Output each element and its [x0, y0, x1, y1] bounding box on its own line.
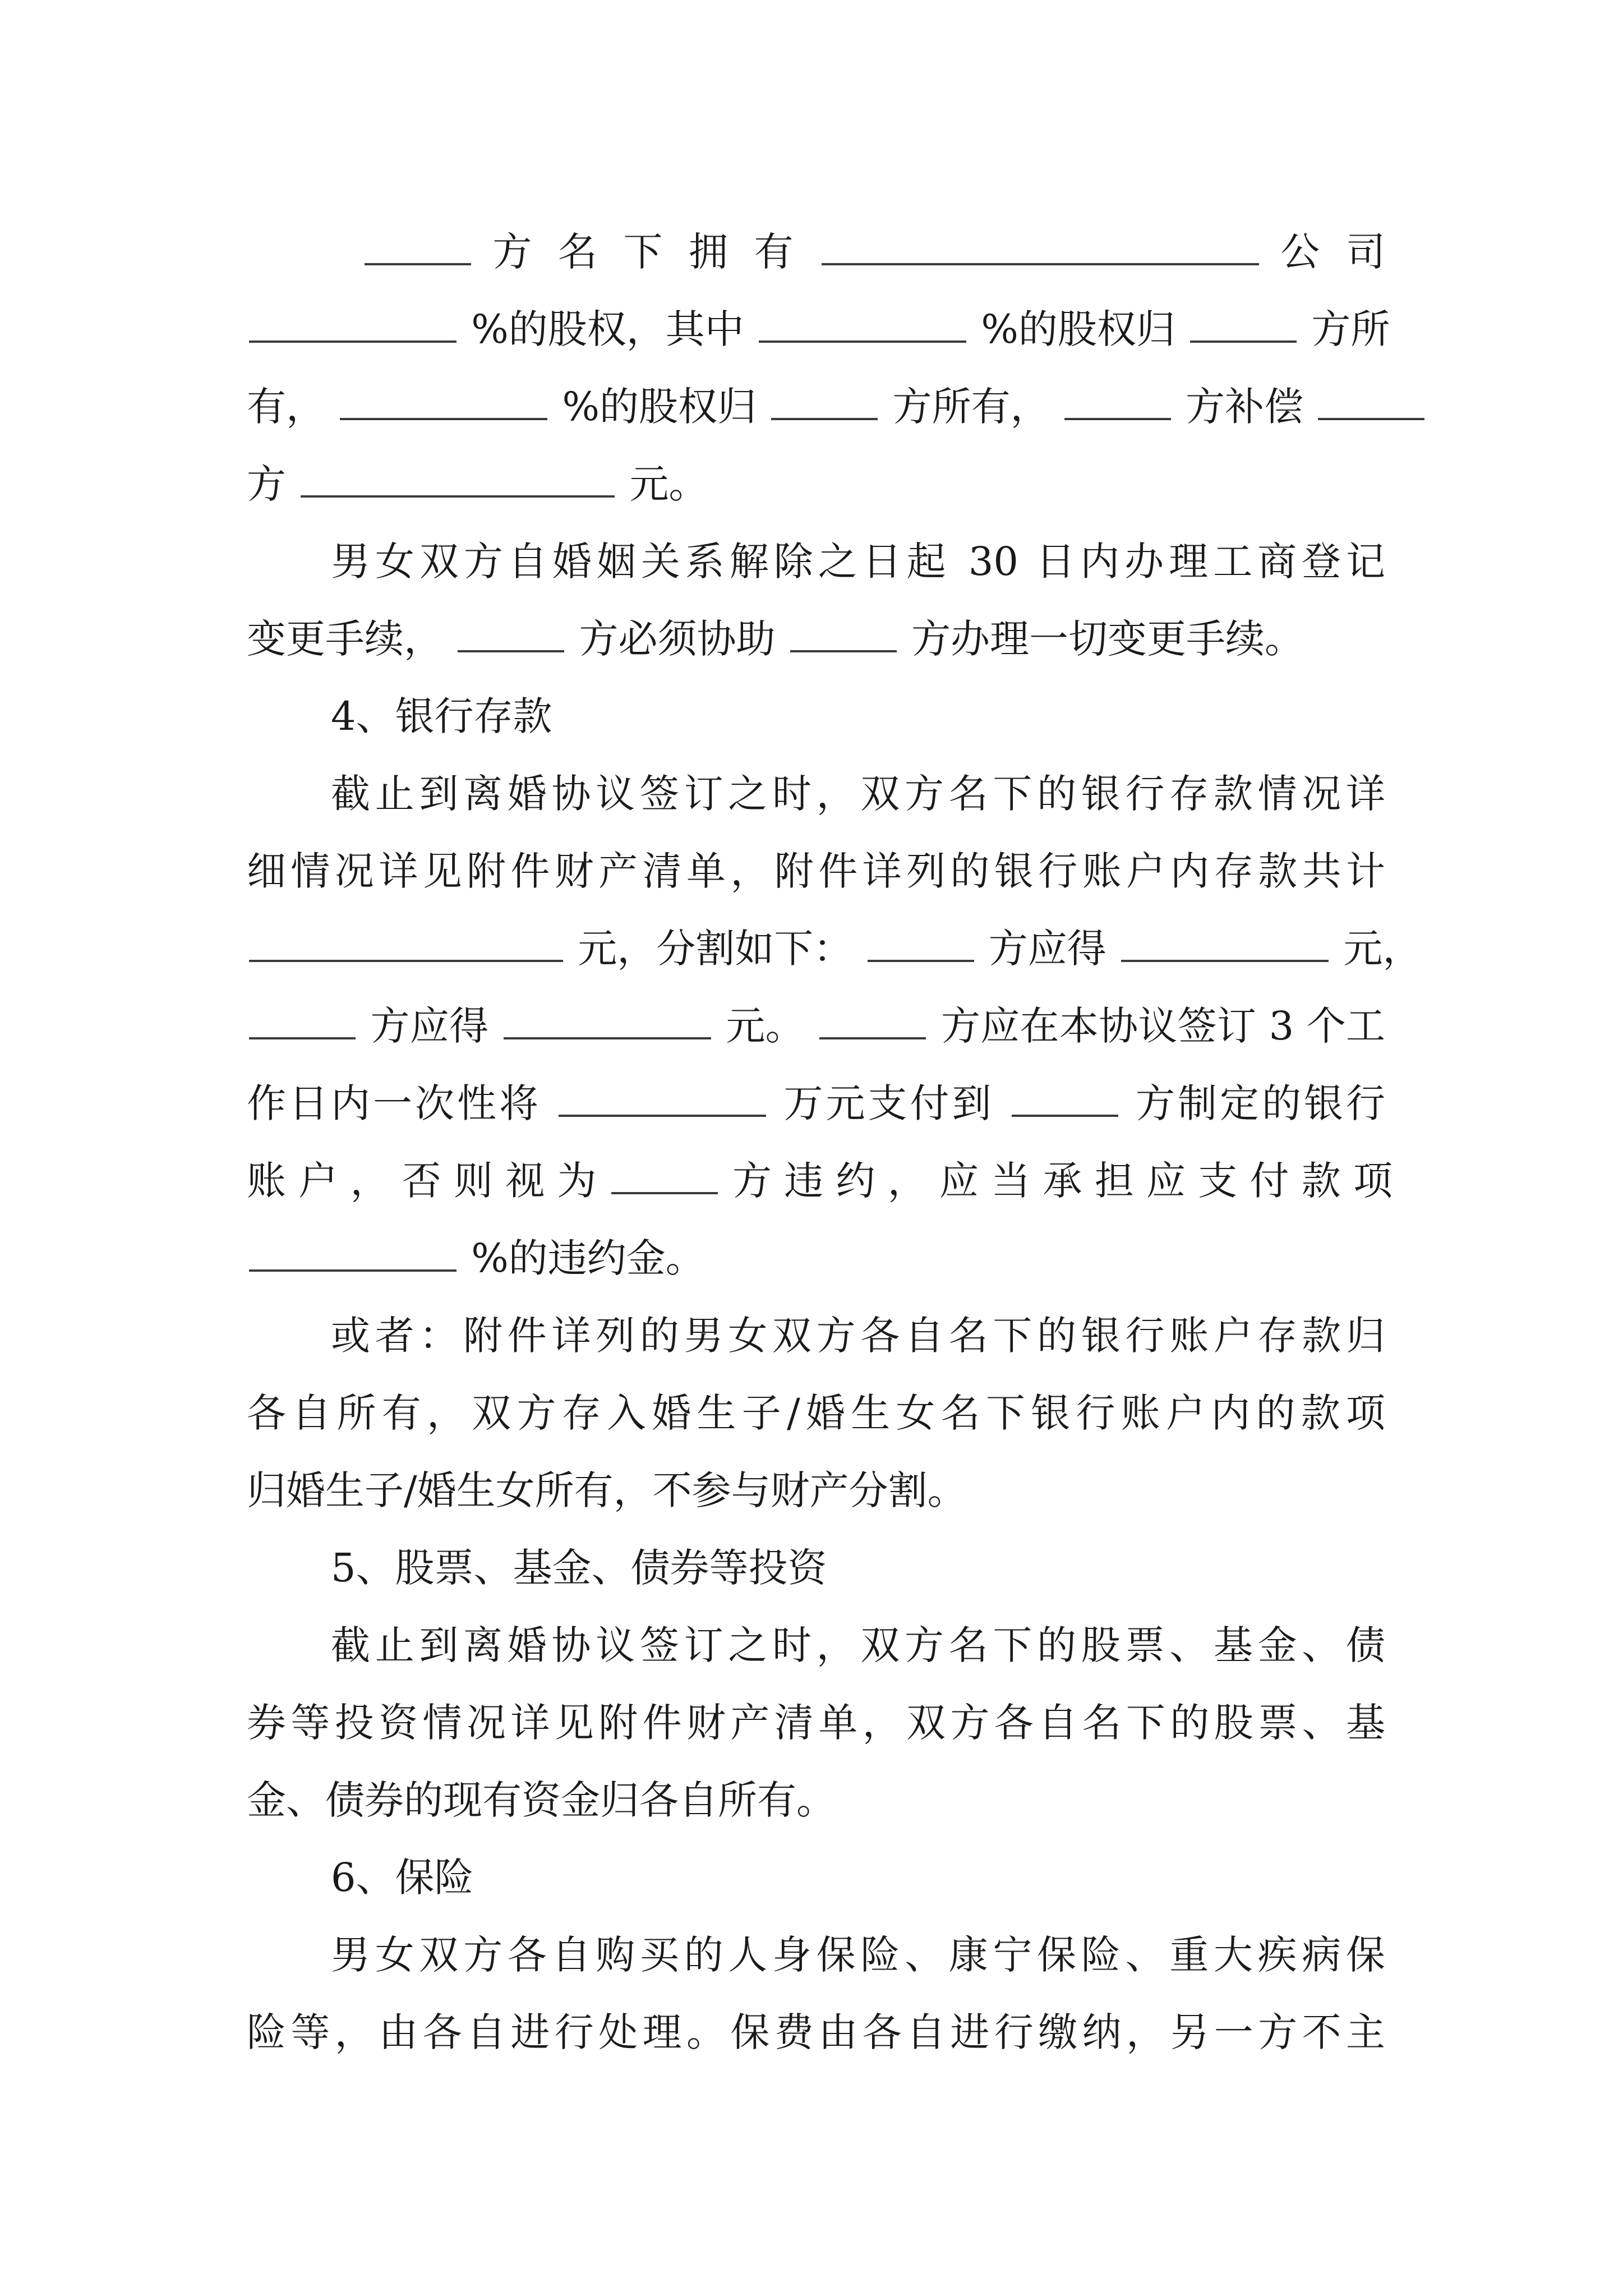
text-segment: 方	[247, 461, 286, 507]
blank-field	[301, 462, 615, 498]
text-segment: 元。	[726, 1003, 805, 1049]
text-segment: 方 名 下 拥 有	[492, 229, 800, 275]
blank-field	[1121, 926, 1329, 962]
registration-line-2	[247, 600, 1385, 678]
text-segment: 方办理一切变更手续。	[911, 616, 1304, 662]
blank-field	[1064, 384, 1171, 420]
text-segment: 方 违 约 ， 应 当 承 担 应 支 付 款 项	[732, 1158, 1393, 1204]
text-segment: 方所	[1311, 306, 1390, 352]
investments-line-1: 截止到离婚协议签订之时，双方名下的股票、基金、债	[331, 1622, 1385, 1668]
text-segment: 万元支付到	[783, 1080, 994, 1126]
blank-field	[504, 1004, 711, 1039]
bank-line-6	[247, 1142, 1393, 1220]
text-segment: 方应得	[370, 1003, 489, 1049]
blank-field	[249, 1004, 356, 1039]
blank-field	[365, 229, 471, 265]
blank-field	[759, 307, 966, 343]
blank-field	[822, 229, 1259, 265]
bank-alt-line-2: 各自所有，双方存入婚生子/婚生女名下银行账户内的款项	[247, 1390, 1385, 1436]
blank-field	[559, 1081, 766, 1117]
blank-field	[771, 384, 878, 420]
bank-alt-line-3: 归婚生子/婚生女所有，不参与财产分割。	[247, 1467, 967, 1513]
bank-line-4	[247, 987, 1385, 1065]
text-segment: 账 户 ， 否 则 视 为	[247, 1158, 597, 1204]
stock-line-2	[247, 291, 1390, 368]
stock-line-3	[247, 368, 1385, 445]
text-segment: 方所有，	[892, 384, 1050, 430]
blank-field	[1012, 1081, 1118, 1117]
text-segment: 元，分割如下：	[578, 926, 853, 972]
blank-field	[790, 616, 897, 652]
text-segment: 元，	[1343, 926, 1422, 972]
bank-line-2: 细情况详见附件财产清单，附件详列的银行账户内存款共计	[247, 848, 1385, 894]
text-segment: 元。	[629, 461, 708, 507]
insurance-line-2: 险等，由各自进行处理。保费由各自进行缴纳，另一方不主	[247, 2009, 1385, 2055]
insurance-line-1: 男女双方各自购买的人身保险、康宁保险、重大疾病保	[331, 1932, 1385, 1978]
blank-field	[819, 1004, 926, 1039]
bank-line-7	[247, 1220, 1385, 1297]
bank-line-1: 截止到离婚协议签订之时，双方名下的银行存款情况详	[331, 771, 1385, 817]
text-segment: 变更手续，	[247, 616, 443, 662]
investments-line-2: 券等投资情况详见附件财产清单，双方各自名下的股票、基	[247, 1700, 1385, 1746]
bank-line-3	[247, 910, 1422, 987]
blank-field	[340, 384, 547, 420]
text-segment: %的股权归	[562, 384, 757, 430]
blank-field	[249, 1236, 457, 1272]
investments-line-3: 金、债券的现有资金归各自所有。	[247, 1777, 836, 1823]
blank-field	[249, 926, 563, 962]
text-segment: 方应得	[988, 926, 1106, 972]
section-heading-bank: 4、银行存款	[331, 693, 552, 739]
blank-field	[249, 307, 457, 343]
stock-line-4	[247, 445, 1385, 523]
bank-line-5	[247, 1065, 1385, 1142]
text-segment: 方应在本协议签订 3 个工	[941, 1003, 1385, 1049]
blank-field	[868, 926, 974, 962]
section-heading-insurance: 6、保险	[331, 1855, 474, 1901]
blank-field	[1318, 384, 1424, 420]
text-segment: 方必须协助	[579, 616, 776, 662]
text-segment: 有，	[247, 384, 325, 430]
text-segment: %的股权归	[981, 306, 1175, 352]
section-heading-investments: 5、股票、基金、债券等投资	[331, 1545, 827, 1591]
text-segment: 公 司	[1280, 229, 1385, 275]
text-segment: %的股权，其中	[471, 306, 744, 352]
blank-field	[611, 1158, 718, 1194]
text-segment: 方补偿	[1186, 384, 1304, 430]
document-page	[247, 213, 1422, 2071]
registration-line-1: 男女双方自婚姻关系解除之日起 30 日内办理工商登记	[331, 539, 1385, 585]
bank-alt-line-1: 或者：附件详列的男女双方各自名下的银行账户存款归	[331, 1313, 1385, 1359]
stock-line-1	[247, 213, 1385, 291]
text-segment: 方制定的银行	[1135, 1080, 1385, 1126]
blank-field	[1190, 307, 1297, 343]
text-segment: %的违约金。	[471, 1235, 705, 1281]
blank-field	[458, 616, 564, 652]
text-segment: 作日内一次性将	[247, 1080, 541, 1126]
